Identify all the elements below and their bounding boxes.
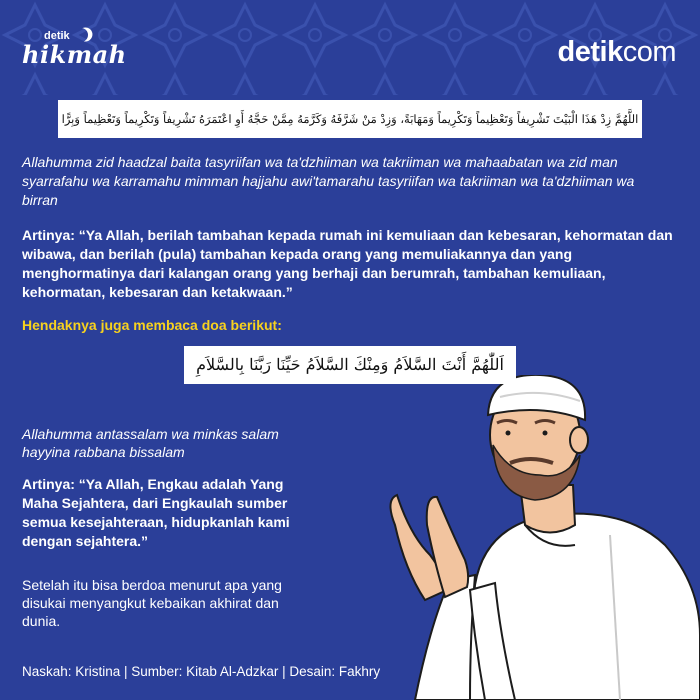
prayer1-translation: Artinya: “Ya Allah, berilah tambahan kepada rumah ini kemuliaan dan kebesaran, kehormatan dan wibawa, dan berilah (pula) tambahan kepada orang yang memuliakannya dan yang menghormatinya dari kalangan orang yang berhaji dan berumrah, tambahan kemuliaan, kehormatan, kebesaran dan ketakwaan.”: [22, 227, 673, 300]
detik-hikmah-logo: [22, 30, 127, 68]
detikcom-logo-bold: detik: [557, 36, 623, 68]
hikmah-logo-text: hikmah: [22, 40, 127, 69]
section-heading: Hendaknya juga membaca doa berikut:: [22, 317, 282, 333]
closing-text: Setelah itu bisa berdoa menurut apa yang disukai menyangkut kebaikan akhirat dan dunia.: [22, 577, 282, 629]
detikcom-logo-light: com: [622, 36, 676, 68]
praying-man-illustration: [375, 375, 700, 700]
prayer1-arabic: اللَّهُمَّ زِدْ هَذَا الْبَيْتَ تَشْرِيفاً وَتَعْظِيماً وَتَكْرِيماً وَمَهَابَةً، وَزِدْ مَنْ شَرَّفَهُ وَكَرَّمَهُ مِمَّنْ حَجَّهُ أَوِ اعْتَمَرَهُ تَشْرِيفاً وَتَكْرِيماً وَتَعْظِيماً وَبِرًّا: [58, 100, 642, 138]
detikcom-logo: [558, 36, 676, 69]
prayer2-arabic: اَللّٰهُمَّ أَنْتَ السَّلاَمُ وَمِنْكَ السَّلاَمُ حَيِّنَا رَبَّنَا بِالسَّلاَمِ: [184, 346, 516, 384]
prayer2-translation: Artinya: “Ya Allah, Engkau adalah Yang Maha Sejahtera, dari Engkaulah sumber semua kesejahteraan, hidupkanlah kami dengan sejahtera.”: [22, 476, 290, 549]
credits-line: Naskah: Kristina | Sumber: Kitab Al-Adzkar | Desain: Fakhry: [22, 664, 381, 679]
hikmah-logo-small-text: detik: [44, 30, 70, 42]
prayer2-latin: Allahumma antassalam wa minkas salam hayyina rabbana bissalam: [22, 426, 279, 460]
prayer1-latin: Allahumma zid haadzal baita tasyriifan wa ta'dzhiiman wa takriiman wa mahaabatan wa zid man syarrafahu wa karramahu mimman hajjahu awi'tamarahu tasyriifan wa takriiman wa ta'dzhiiman wa birran: [22, 154, 635, 208]
